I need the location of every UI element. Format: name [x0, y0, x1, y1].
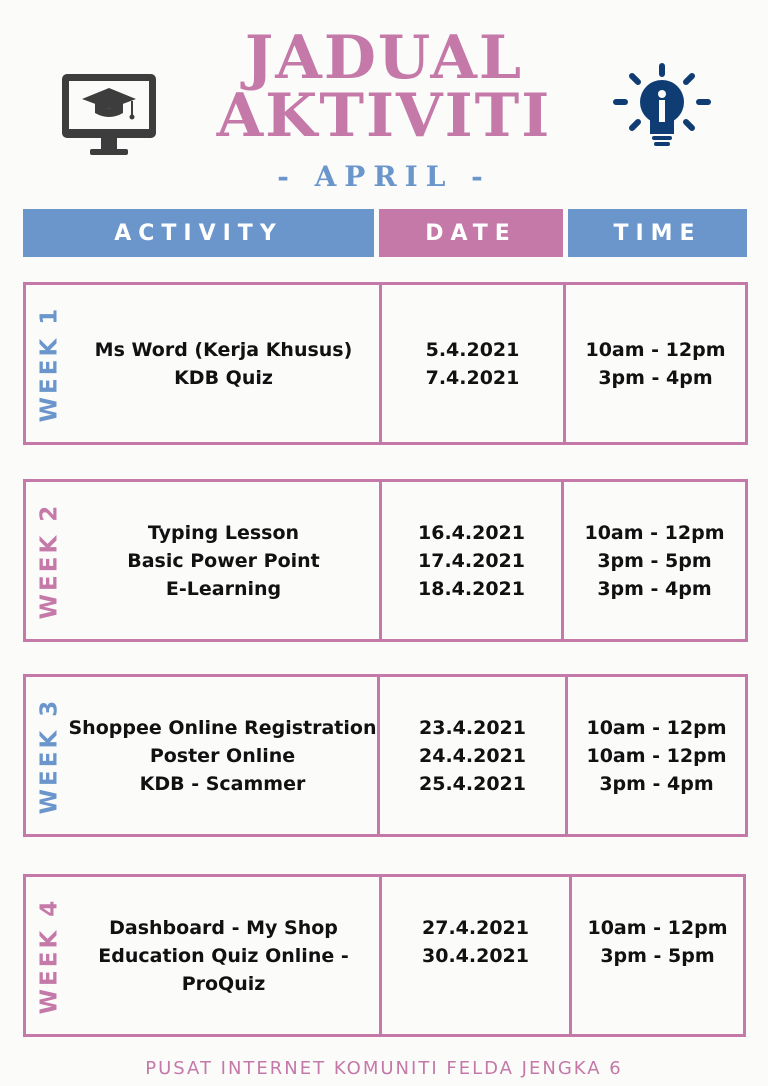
date-item: 23.4.2021 — [419, 716, 526, 739]
activity-item: Education Quiz Online - — [98, 944, 349, 967]
date-item: 16.4.2021 — [418, 521, 525, 544]
date-cell — [382, 482, 561, 639]
time-cell — [564, 482, 745, 639]
date-item: 30.4.2021 — [422, 944, 529, 967]
activity-item: E-Learning — [165, 577, 282, 600]
activity-item: ProQuiz — [181, 972, 266, 995]
time-item: 10am - 12pm — [586, 744, 727, 767]
activity-cell — [68, 877, 379, 1034]
date-item: 17.4.2021 — [418, 549, 525, 572]
time-cell — [566, 285, 745, 442]
time-cell — [572, 877, 743, 1034]
date-cell — [380, 677, 565, 834]
week-4-block — [23, 874, 746, 1037]
date-item: 24.4.2021 — [419, 744, 526, 767]
activity-cell — [68, 677, 377, 834]
column-header-time: TIME — [568, 209, 747, 257]
month-label: - APRIL - — [277, 160, 491, 193]
activity-item: Dashboard - My Shop — [109, 916, 338, 939]
date-item: 5.4.2021 — [425, 338, 520, 361]
week-label: WEEK 2 — [36, 502, 63, 619]
week-label: WEEK 1 — [36, 305, 63, 422]
week-label: WEEK 4 — [36, 897, 63, 1014]
activity-item: KDB - Scammer — [139, 772, 306, 795]
time-item: 3pm - 4pm — [597, 577, 712, 600]
monitor-graduation-cap-icon — [60, 72, 158, 162]
activity-item: Shoppee Online Registration — [68, 716, 377, 739]
title-line-1: JADUAL — [244, 23, 524, 93]
date-item: 18.4.2021 — [418, 577, 525, 600]
time-cell — [568, 677, 745, 834]
week-1-block — [23, 282, 748, 445]
time-item: 10am - 12pm — [584, 521, 725, 544]
activity-item: Typing Lesson — [147, 521, 300, 544]
activity-item: Basic Power Point — [127, 549, 320, 572]
date-cell — [382, 877, 569, 1034]
date-item: 25.4.2021 — [419, 772, 526, 795]
lightbulb-icon — [610, 62, 714, 154]
time-item: 10am - 12pm — [587, 916, 728, 939]
activity-cell — [68, 482, 379, 639]
title-line-2: AKTIVITI — [216, 81, 552, 151]
date-item: 27.4.2021 — [422, 916, 529, 939]
activity-cell — [68, 285, 379, 442]
footer-organization: PUSAT INTERNET KOMUNITI FELDA JENGKA 6 — [145, 1058, 623, 1079]
time-item: 3pm - 4pm — [599, 772, 714, 795]
activity-item: KDB Quiz — [174, 366, 273, 389]
time-item: 10am - 12pm — [586, 716, 727, 739]
time-item: 10am - 12pm — [585, 338, 726, 361]
date-item: 7.4.2021 — [425, 366, 520, 389]
time-item: 3pm - 5pm — [597, 549, 712, 572]
time-item: 3pm - 4pm — [598, 366, 713, 389]
column-header-activity: ACTIVITY — [23, 209, 374, 257]
week-2-block — [23, 479, 748, 642]
time-item: 3pm - 5pm — [600, 944, 715, 967]
activity-item: Ms Word (Kerja Khusus) — [94, 338, 353, 361]
column-header-date: DATE — [379, 209, 563, 257]
date-cell — [382, 285, 563, 442]
week-label: WEEK 3 — [36, 697, 63, 814]
activity-item: Poster Online — [149, 744, 296, 767]
week-3-block — [23, 674, 748, 837]
